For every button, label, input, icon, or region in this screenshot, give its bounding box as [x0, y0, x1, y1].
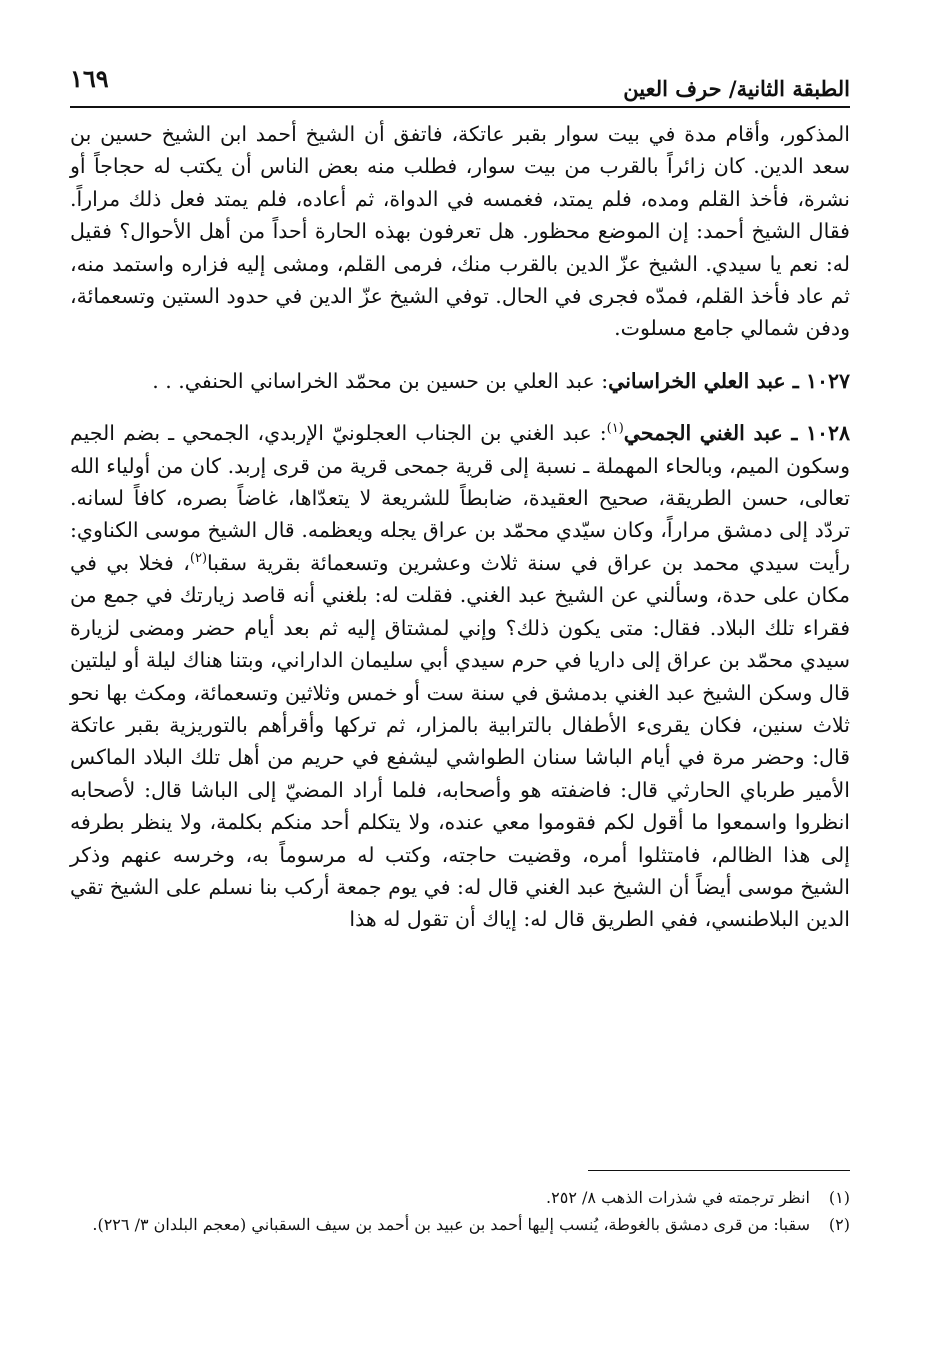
page-header [70, 62, 850, 108]
entry-1027-text: : عبد العلي بن حسين بن محمّد الخراساني الحنفي. . . [152, 368, 609, 393]
entry-1028-heading: ١٠٢٨ ـ عبد الغني الجمحي [623, 421, 851, 446]
footnote-2-text: سقبا: من قرى دمشق بالغوطة، يُنسب إليها أحمد بن عبيد بن أحمد بن سيف السقباني (معجم البلدان ٣/ ٢٢٦). [92, 1215, 810, 1234]
footnote-divider [588, 1170, 850, 1171]
paragraph-continuation: المذكور، وأقام مدة في بيت سوار بقبر عاتكة، فاتفق أن الشيخ أحمد ابن الشيخ حسين بن سعد الدين. كان زائراً بالقرب من بيت سوار، فطلب منه بعض الناس أن يكتب له حجاجاً أو نشرة، فأخذ القلم ومده، فلم يمتد، فغمسه في الدواة، ثم أعاده، فلم يمتد فعل ذلك مراراً. فقال الشيخ أحمد: إن الموضع محظور. هل تعرفون بهذه الحارة أحداً من أهل الأحوال؟ فقيل له: نعم يا سيدي. الشيخ عزّ الدين بالقرب منك، فرمى القلم، ومشى إليه فزاره واستمد منه، ثم عاد فأخذ القلم، فمدّه فجرى في الحال. توفي الشيخ عزّ الدين في حدود الستين وتسعمائة، ودفن شمالي جامع مسلوت. [70, 122, 850, 341]
footnote-1 [70, 1184, 850, 1211]
entry-1028-text-part2: ، فخلا بي في مكان على حدة، وسألني عن الشيخ عبد الغني. فقلت له: بلغني أنه قاصد زيارتك في جمع من فقراء تلك البلاد. فقال: متى يكون ذلك؟ وإني لمشتاق إليه ثم بعد أيام حضر ومضى لزيارة سيدي محمّد بن عراق إلى داريا في حرم سيدي أبي سليمان الداراني، وبتنا هناك ليلة أو ليلتين قال وسكن الشيخ عبد الغني بدمشق في سنة ست أو خمس وثلاثين وتسعمائة، ومكث بها نحو ثلاث سنين، فكان يقرىء الأطفال بالترابية بالمزار، ثم تركها وأقرأهم بالتوريزية بقبر عاتكة قال: وحضر مرة في أيام الباشا سنان الطواشي ليشفع في حريم من أهل تلك البلاد الماكس الأمير طرباي الحارثي قال: فاضفته هو وأصحابه، فلما أراد المضيّ إلى الباشا قال: لأصحابه انظروا واسمعوا ما أقول لكم فقوموا معي عنده، ولا يتكلم أحد منكم بكلمة، ولا ينظر بطرفه إلى هذا الظالم، فامتثلوا أمره، وقضيت حاجته، وكتب له مرسوماً به، وخرسه عنهم وذكر الشيخ موسى أيضاً أن الشيخ عبد الغني قال له: في يوم جمعة أركب بنا نسلم على الشيخ تقي الدين البلاطنسي، ففي الطريق قال له: إياك أن تقول له هذا [70, 550, 850, 932]
footnote-1-text: انظر ترجمته في شذرات الذهب ٨/ ٢٥٢. [546, 1188, 810, 1207]
entry-1028-text-part1: : عبد الغني بن الجناب العجلونيّ الإربدي، الجمحي ـ بضم الجيم وسكون الميم، وبالحاء المهملة ـ نسبة إلى قرية جمحى قرية من قرى إربد. كان من أولياء الله تعالى، حسن الطريقة، صحيح العقيدة، ضابطاً للشريعة لا يتعدّاها، غاضاً بصره، كافاً لسانه. تردّد إلى دمشق مراراً، وكان سيّدي محمّد بن عراق يجله ويعظمه. قال الشيخ موسى الكناوي: رأيت سيدي محمد بن عراق في سنة ثلاث وعشرين وتسعمائة بقرية سقبا [70, 421, 851, 575]
footnote-ref-2[interactable]: (٢) [189, 551, 208, 567]
body-text [70, 118, 850, 936]
running-title: الطبقة الثانية/ حرف العين [623, 76, 850, 101]
entry-1027-heading: ١٠٢٧ ـ عبد العلي الخراساني [608, 368, 850, 393]
footnote-ref-1[interactable]: (١) [606, 421, 624, 437]
footnote-1-number: (١) [828, 1188, 850, 1207]
footnote-2-number: (٢) [828, 1215, 850, 1234]
page-number: ١٦٩ [70, 64, 109, 93]
entry-1028 [70, 417, 850, 936]
entry-1027 [70, 365, 850, 397]
footnotes [70, 1184, 850, 1238]
footnote-2 [70, 1211, 850, 1238]
